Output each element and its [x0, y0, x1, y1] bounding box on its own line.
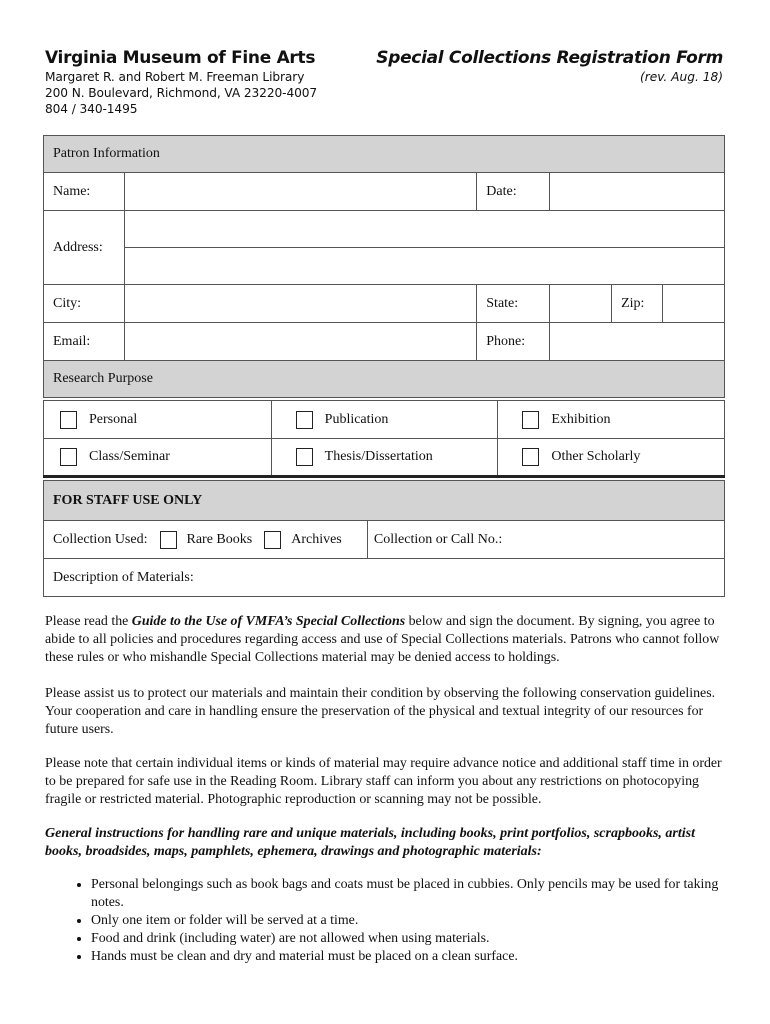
option-label: Thesis/Dissertation [324, 449, 433, 465]
option-class-seminar[interactable] [44, 439, 272, 477]
description-label: Description of Materials: [53, 569, 194, 585]
list-item: • Personal belongings such as book bags and coats must be placed in cubbies. Only pencils may be used for taking notes. [91, 876, 727, 912]
intro-paragraph [45, 613, 727, 667]
state-label: State: [477, 285, 550, 323]
staff-section-header: FOR STAFF USE ONLY [44, 481, 725, 521]
street-address: 200 N. Boulevard, Richmond, VA 23220-4007 [45, 86, 318, 100]
class-seminar-checkbox[interactable] [60, 448, 77, 466]
call-number-field[interactable] [367, 521, 724, 559]
form-title: Special Collections Registration Form [376, 48, 723, 68]
phone-field[interactable] [550, 323, 725, 361]
list-item: • Hands must be clean and dry and material must be placed on a clean surface. [91, 948, 727, 966]
handling-rules-list [45, 876, 727, 966]
research-section-header: Research Purpose [44, 361, 725, 398]
phone-label: Phone: [477, 323, 550, 361]
city-field[interactable] [124, 285, 476, 323]
collection-used-cell [44, 521, 368, 559]
state-field[interactable] [550, 285, 612, 323]
call-number-label: Collection or Call No.: [373, 531, 503, 547]
exhibition-checkbox[interactable] [522, 411, 539, 429]
other-scholarly-checkbox[interactable] [522, 448, 539, 466]
zip-label: Zip: [612, 285, 663, 323]
archives-label: Archives [291, 531, 342, 547]
library-name: Margaret R. and Robert M. Freeman Library [45, 70, 305, 84]
option-thesis[interactable] [271, 439, 498, 477]
publication-checkbox[interactable] [296, 411, 313, 429]
option-label: Other Scholarly [551, 449, 641, 465]
advance-notice-paragraph: Please note that certain individual items or kinds of material may require advance notice and additional staff time in order to be prepared for safe use in the Reading Room. Library staff can inform you about any restrictions on photocopying fragile or restricted material. Photographic reproduction or scanning may not be possible. [45, 756, 722, 807]
option-label: Publication [324, 411, 389, 427]
zip-field[interactable] [663, 285, 725, 323]
city-label: City: [44, 285, 125, 323]
collection-used-label: Collection Used: [53, 531, 148, 547]
option-label: Class/Seminar [89, 449, 170, 465]
staff-use-table [43, 480, 725, 597]
date-field[interactable] [550, 173, 725, 211]
phone-number: 804 / 340-1495 [45, 102, 138, 116]
thesis-checkbox[interactable] [296, 448, 313, 466]
personal-checkbox[interactable] [60, 411, 77, 429]
guide-title: Guide to the Use of VMFA’s Special Collections [131, 614, 406, 629]
email-field[interactable] [124, 323, 476, 361]
list-item: • Food and drink (including water) are not allowed when using materials. [91, 930, 727, 948]
option-other-scholarly[interactable] [498, 439, 725, 477]
archives-checkbox[interactable] [264, 531, 281, 549]
org-name: Virginia Museum of Fine Arts [45, 48, 316, 68]
address-label: Address: [44, 211, 125, 285]
email-label: Email: [44, 323, 125, 361]
option-personal[interactable] [44, 401, 272, 439]
instructions-heading: General instructions for handling rare and unique materials, including books, print portfolios, scrapbooks, artist books, broadsides, maps, pamphlets, ephemera, drawings and photographic materials: [45, 826, 695, 859]
address-field-line2[interactable] [124, 248, 724, 285]
option-publication[interactable] [271, 401, 498, 439]
address-field-line1[interactable] [124, 211, 724, 248]
list-item: • Only one item or folder will be served at a time. [91, 912, 727, 930]
intro-text-end: below and sign the document. By signing, you agree to abide to all policies and procedures regarding access and use of Special Collections materials. Patrons who cannot follow these rules or who mishandle Special Collections material may be denied access to holdings. [45, 614, 720, 665]
name-label: Name: [44, 173, 125, 211]
date-label: Date: [477, 173, 550, 211]
option-label: Exhibition [551, 411, 611, 427]
conservation-paragraph: Please assist us to protect our materials and maintain their condition by observing the following conservation guidelines. Your cooperation and care in handling ensure the preservation of the physical and textual integrity of our resources for future users. [45, 686, 716, 737]
option-exhibition[interactable] [498, 401, 725, 439]
name-field[interactable] [124, 173, 476, 211]
option-label: Personal [89, 411, 138, 427]
description-field[interactable] [44, 559, 725, 597]
rare-books-label: Rare Books [186, 531, 253, 547]
revision-date: (rev. Aug. 18) [639, 70, 723, 84]
patron-information-table [43, 135, 725, 398]
patron-section-header: Patron Information [44, 136, 725, 173]
rare-books-checkbox[interactable] [160, 531, 177, 549]
intro-text-start: Please read the [45, 614, 132, 629]
research-purpose-table [43, 400, 725, 478]
